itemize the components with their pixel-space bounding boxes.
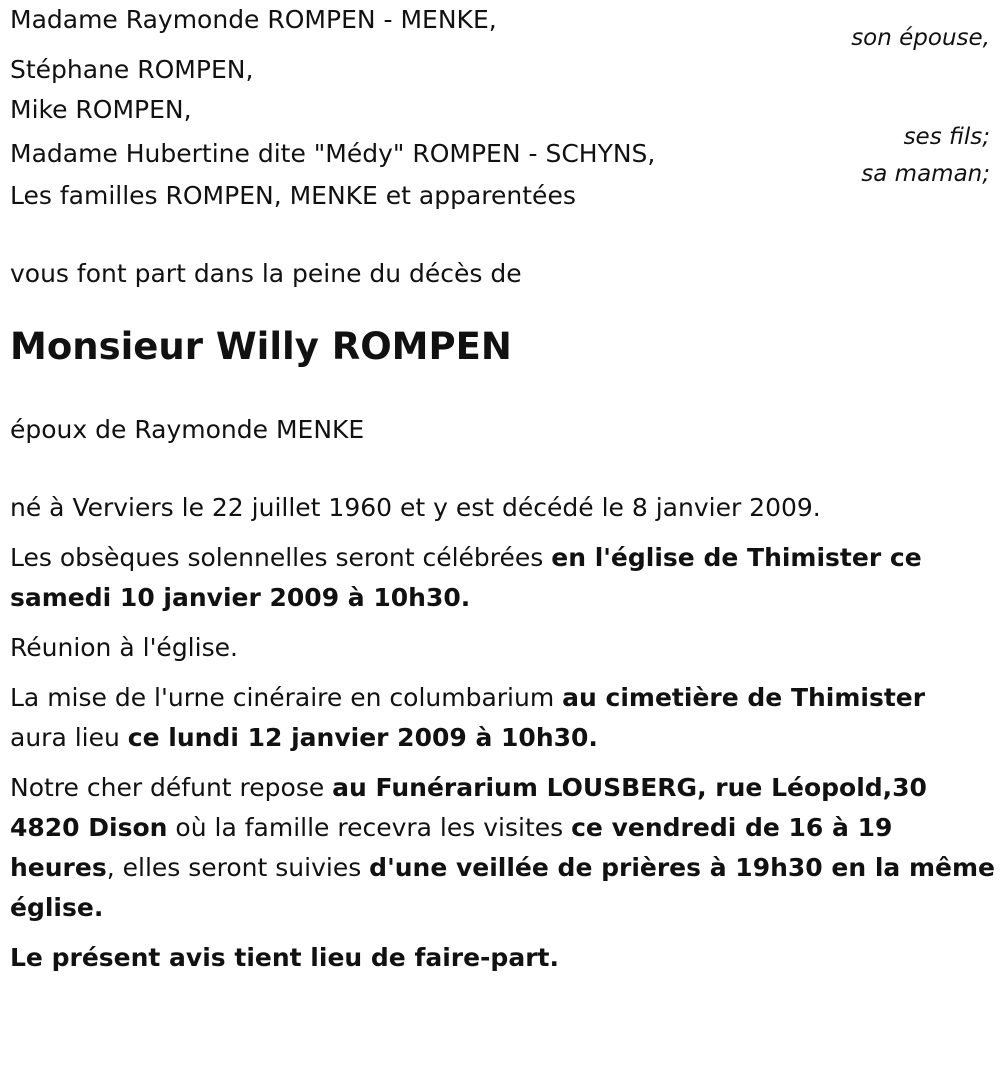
- mother-role: sa maman;: [861, 161, 990, 187]
- families-line: Les familles ROMPEN, MENKE et apparentées: [10, 181, 576, 210]
- funerarium-address: au Funérarium LOUSBERG, rue Léopold,30: [332, 773, 927, 802]
- closing-text: Le présent avis tient lieu de faire-part.: [10, 943, 559, 972]
- funerarium-city: 4820 Dison: [10, 813, 168, 842]
- deceased-name: Monsieur Willy ROMPEN: [10, 325, 512, 368]
- funeral-date: samedi 10 janvier 2009 à 10h30.: [10, 583, 471, 612]
- spouse-of-line: époux de Raymonde MENKE: [10, 415, 365, 444]
- spouse-name: Madame Raymonde ROMPEN - MENKE,: [10, 5, 497, 34]
- urn-location: au cimetière de Thimister: [562, 683, 926, 712]
- visit-time: ce vendredi de 16 à 19: [571, 813, 893, 842]
- son-name: Mike ROMPEN,: [10, 95, 192, 124]
- rest-text-2: où la famille recevra les visites: [167, 813, 572, 842]
- rest-text-3: , elles seront suivies: [106, 853, 370, 882]
- urn-text-2: aura lieu: [10, 723, 128, 752]
- birth-death-line: né à Verviers le 22 juillet 1960 et y est décédé le 8 janvier 2009.: [10, 493, 821, 522]
- urn-date: ce lundi 12 janvier 2009 à 10h30.: [127, 723, 598, 752]
- closing-line: [10, 938, 990, 978]
- funeral-location: en l'église de Thimister ce: [551, 543, 922, 572]
- spouse-role: son épouse,: [851, 25, 990, 51]
- funeral-text: Les obsèques solennelles seront célébrées: [10, 543, 552, 572]
- obituary-notice: [10, 0, 995, 978]
- funeral-paragraph: [10, 538, 990, 618]
- vigil-info: d'une veillée de prières à 19h30 en la même: [369, 853, 995, 882]
- sons-role: ses fils;: [903, 124, 990, 150]
- urn-text: La mise de l'urne cinéraire en columbarium: [10, 683, 563, 712]
- vigil-place: église.: [10, 893, 104, 922]
- mother-name: Madame Hubertine dite "Médy" ROMPEN - SCHYNS,: [10, 139, 656, 168]
- son-name: Stéphane ROMPEN,: [10, 55, 254, 84]
- visit-time-end: heures: [10, 853, 107, 882]
- urn-paragraph: [10, 678, 990, 758]
- rest-text: Notre cher défunt repose: [10, 773, 333, 802]
- rest-paragraph: [10, 768, 995, 928]
- reunion-line: Réunion à l'église.: [10, 633, 238, 662]
- intro-line: vous font part dans la peine du décès de: [10, 259, 522, 288]
